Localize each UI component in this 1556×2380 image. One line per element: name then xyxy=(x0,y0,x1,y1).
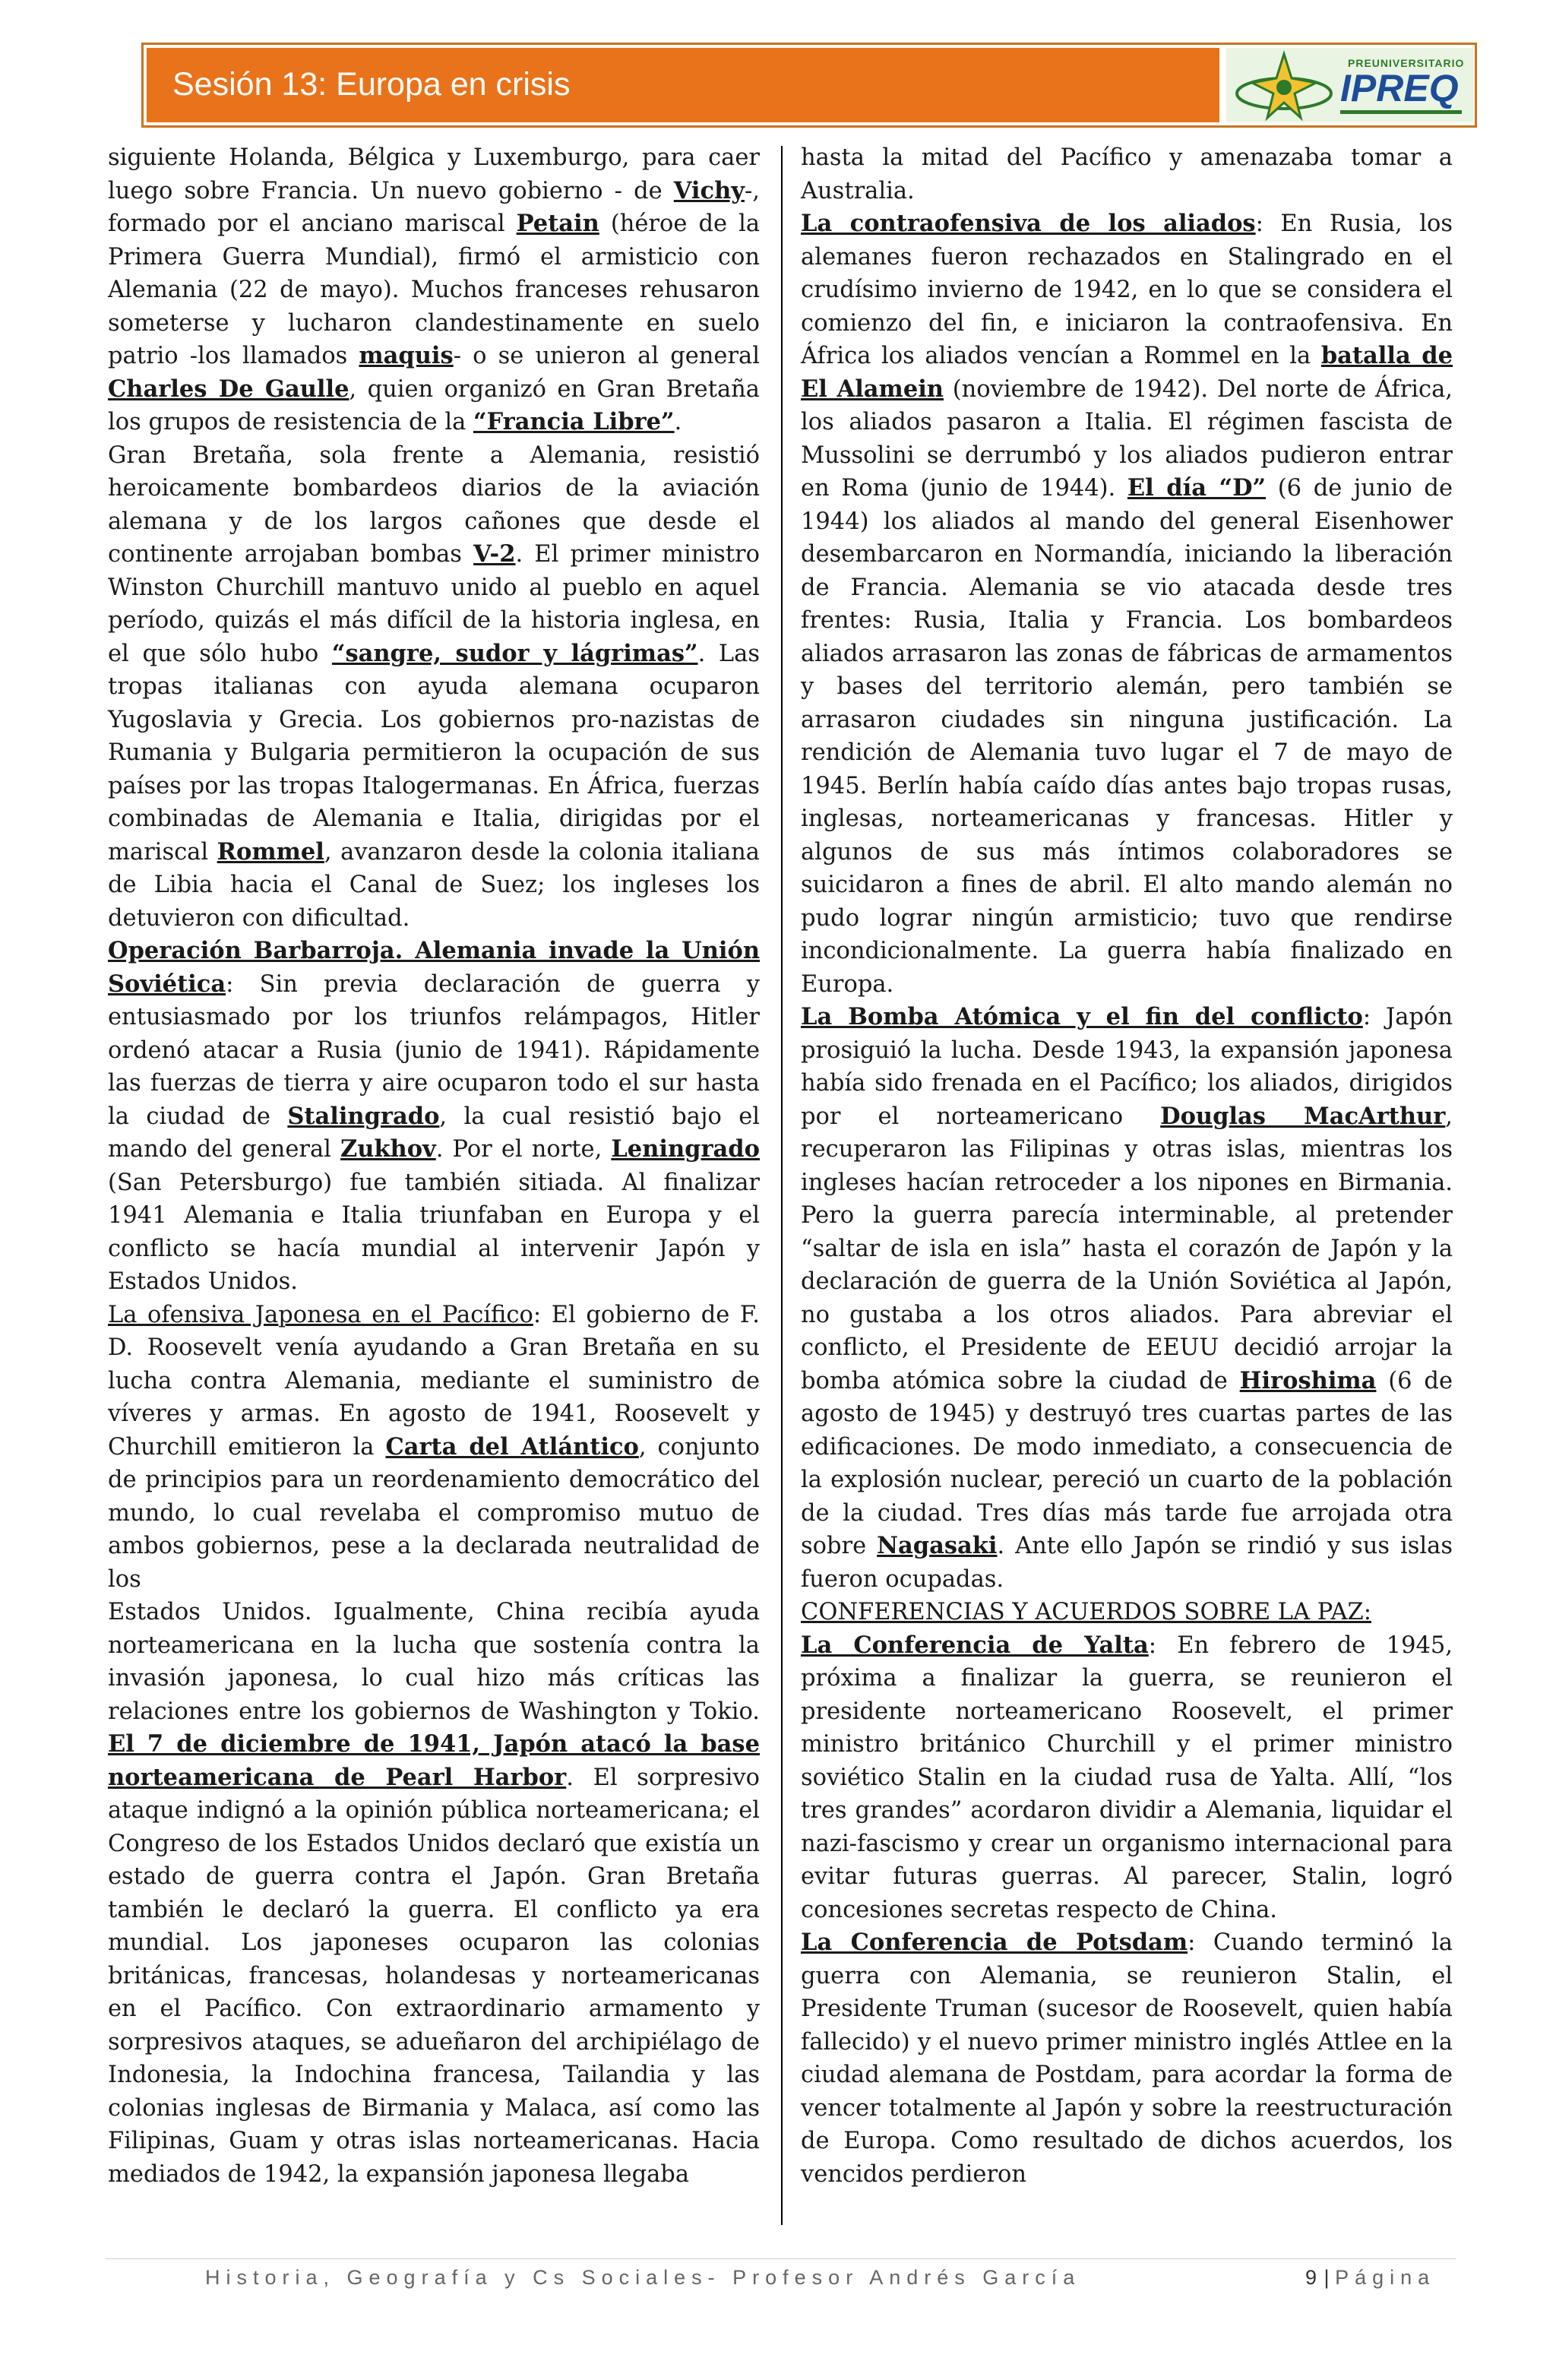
text-run: - o se unieron al general xyxy=(453,343,760,369)
logo-wordmark: IPREQ xyxy=(1340,67,1459,109)
page-title: Sesión 13: Europa en crisis xyxy=(172,66,571,103)
logo-underline xyxy=(1340,110,1462,114)
paragraph xyxy=(108,141,760,439)
emphasized-term: maquis xyxy=(359,342,454,369)
text-run: : Cuando terminó la guerra con Alemania, se reunieron Stalin, el Presidente Truman (sucesor de Roosevelt, quien había fallecido) y el nuevo primer ministro inglés Attlee en la ciudad alemana de Postdam, para acordar la forma de vencer totalmente al Japón y sobre la reestructuración de Europa. Como resultado de dichos acuerdos, los vencidos perdieron xyxy=(801,1929,1453,2188)
emphasized-term: La Conferencia de Potsdam xyxy=(801,1929,1188,1956)
emphasized-term: “Francia Libre” xyxy=(473,408,675,435)
text-run: : En febrero de 1945, próxima a finalizar la guerra, se reunieron el presidente norteamericano Roosevelt, el primer ministro británico Churchill y el primer ministro soviético Stalin en la ciudad rusa de Yalta. Allí, “los tres grandes” acordaron dividir a Alemania, liquidar el nazi-fascismo y crear un organismo internacional para evitar futuras guerras. Al parecer, Stalin, logró concesiones secretas respecto de China. xyxy=(801,1632,1453,1923)
emphasized-term: La Conferencia de Yalta xyxy=(801,1631,1149,1659)
text-run: . El sorpresivo ataque indignó a la opinión pública norteamericana; el Congreso de los Estados Unidos declaró que existía un estado de guerra contra el Japón. Gran Bretaña también le declaró la guerra. El conflicto ya era mundial. Los japoneses ocuparon las colonias británicas, francesas, holandesas y norteamericanas en el Pacífico. Con extraordinario armamento y sorpresivos ataques, se adueñaron del archipiélago de Indonesia, la Indochina francesa, Tailandia y las colonias inglesas de Birmania y Malaca, así como las Filipinas, Guam y otras islas norteamericanas. Hacia mediados de 1942, la expansión japonesa llegaba xyxy=(108,1764,760,2188)
emphasized-term: La contraofensiva de los aliados xyxy=(801,210,1256,237)
logo-subtitle: PREUNIVERSITARIO xyxy=(1348,57,1465,69)
text-run: . Por el norte, xyxy=(435,1136,612,1163)
emphasized-term: batalla de El Alamein xyxy=(801,342,1453,403)
paragraph xyxy=(108,439,760,935)
text-run: . El primer ministro Winston Churchill mantuvo unido al pueblo en aquel período, quizás el más difícil de la historia inglesa, en el que sólo hubo xyxy=(108,541,760,667)
emphasized-term: El 7 de diciembre de 1941, Japón atacó la base norteamericana de Pearl Harbor xyxy=(108,1730,760,1791)
paragraph xyxy=(108,935,760,1299)
paragraph xyxy=(801,141,1453,207)
text-run: , recuperaron las Filipinas y otras islas, mientras los ingleses hacían retroceder a los nipones en Birmania. Pero la guerra parecía interminable, al pretender “saltar de isla en isla” hasta el corazón de Japón y la declaración de guerra de la Unión Soviética al Japón, no gustaba a los otros aliados. Para abreviar el conflicto, el Presidente de EEUU decidió arrojar la bomba atómica sobre la ciudad de xyxy=(801,1103,1453,1394)
text-run: . xyxy=(674,409,682,435)
emphasized-term: Rommel xyxy=(217,837,324,866)
paragraph xyxy=(801,207,1453,1001)
footer-course: Historia, Geografía y Cs Sociales- Profesor Andrés García xyxy=(205,2266,1081,2289)
paragraph xyxy=(801,1001,1453,1596)
right-column xyxy=(801,141,1453,2191)
text-run: , la cual resistió bajo el mando del general xyxy=(108,1103,760,1163)
page-separator: | xyxy=(1324,2266,1330,2289)
emphasized-term: Vichy xyxy=(673,176,745,204)
text-run: (héroe de la Primera Guerra Mundial), firmó el armisticio con Alemania (22 de mayo). Muchos franceses rehusaron someterse y lucharon clandestinamente en suelo patrio -los llamados xyxy=(108,210,761,369)
left-column xyxy=(108,141,760,2191)
ipreq-logo xyxy=(1226,48,1474,122)
emphasized-term: Nagasaki xyxy=(877,1532,998,1559)
text-run: (noviembre de 1942). Del norte de África, los aliados pasaron a Italia. El régimen fascista de Mussolini se derrumbó y los aliados pudieron entrar en Roma (junio de 1944). xyxy=(801,375,1453,502)
emphasized-term: Carta del Atlántico xyxy=(385,1432,639,1461)
emphasized-term: Douglas MacArthur xyxy=(1160,1102,1446,1130)
text-run: , avanzaron desde la colonia italiana de Libia hacia el Canal de Suez; los ingleses los detuvieron con dificultad. xyxy=(108,838,760,932)
star-emblem-icon xyxy=(1231,48,1337,122)
text-run: : Sin previa declaración de guerra y entusiasmado por los triunfos relámpagos, Hitler ordenó atacar a Rusia (junio de 1941). Rápidamente las fuerzas de tierra y aire ocuparon todo el sur hasta la ciudad de xyxy=(108,970,760,1130)
emphasized-term: Stalingrado xyxy=(287,1102,440,1130)
text-run: : En Rusia, los alemanes fueron rechazados en Stalingrado en el crudísimo invierno de 1942, en lo que se considera el comienzo del fin, e iniciaron la contraofensiva. En África los aliados vencían a Rommel en la xyxy=(801,210,1453,369)
emphasized-term: Leningrado xyxy=(611,1135,760,1163)
emphasized-term: Zukhov xyxy=(340,1135,436,1163)
text-run: -, formado por el anciano mariscal xyxy=(108,177,760,237)
emphasized-term: La Bomba Atómica y el fin del conflicto xyxy=(801,1003,1363,1030)
emphasized-term: Operación Barbarroja. Alemania invade la Unión Soviética xyxy=(108,937,760,998)
text-run: hasta la mitad del Pacífico y amenazaba tomar a Australia. xyxy=(801,144,1453,204)
emphasized-term: La ofensiva Japonesa en el Pacífico xyxy=(108,1301,533,1328)
text-run: , conjunto de principios para un reordenamiento democrático del mundo, lo cual revelaba el compromiso mutuo de ambos gobiernos, pese a la declarada neutralidad de los xyxy=(108,1433,761,1593)
footer-page-number xyxy=(1305,2266,1435,2290)
page-label: Página xyxy=(1335,2266,1436,2289)
paragraph xyxy=(108,1299,760,1597)
text-run: : Japón prosiguió la lucha. Desde 1943, la expansión japonesa había sido frenada en el Pacífico; los aliados, dirigidos por el norteamericano xyxy=(801,1004,1453,1130)
paragraph xyxy=(801,1926,1453,2191)
emphasized-term: “sangre, sudor y lágrimas” xyxy=(331,639,698,667)
text-run: . Ante ello Japón se rindió y sus islas fueron ocupadas. xyxy=(801,1533,1453,1593)
page-number: 9 xyxy=(1305,2266,1319,2289)
paragraph xyxy=(801,1596,1453,1629)
header-band xyxy=(147,48,1219,122)
footer-divider xyxy=(105,2258,1456,2259)
paragraph xyxy=(108,1596,760,2191)
text-run: Estados Unidos. Igualmente, China recibía ayuda norteamericana en la lucha que sostenía contra la invasión japonesa, lo cual hizo más críticas las relaciones entre los gobiernos de Washington y Tokio. xyxy=(108,1599,760,1725)
text-run: (San Petersburgo) fue también sitiada. Al finalizar 1941 Alemania e Italia triunfaban en Europa y el conflicto se hacía mundial al intervenir Japón y Estados Unidos. xyxy=(108,1169,760,1295)
text-run: siguiente Holanda, Bélgica y Luxemburgo, para caer luego sobre Francia. Un nuevo gobierno - de xyxy=(108,144,760,204)
emphasized-term: Petain xyxy=(516,210,599,237)
paragraph xyxy=(801,1629,1453,1927)
page-header xyxy=(141,43,1477,128)
emphasized-term: Hiroshima xyxy=(1239,1366,1377,1394)
emphasized-term: CONFERENCIAS Y ACUERDOS SOBRE LA PAZ: xyxy=(801,1599,1371,1625)
emphasized-term: Charles De Gaulle xyxy=(108,375,349,403)
text-run: (6 de agosto de 1945) y destruyó tres cuartas partes de las edificaciones. De modo inmediato, a consecuencia de la explosión nuclear, pereció un cuarto de la población de la ciudad. Tres días más tarde fue arrojada otra sobre xyxy=(801,1367,1453,1559)
column-divider xyxy=(781,146,783,2225)
emphasized-term: El día “D” xyxy=(1127,474,1267,502)
text-run: : El gobierno de F. D. Roosevelt venía ayudando a Gran Bretaña en su lucha contra Alemania, mediante el suministro de víveres y armas. En agosto de 1941, Roosevelt y Churchill emitieron la xyxy=(108,1301,760,1461)
text-run: Gran Bretaña, sola frente a Alemania, resistió heroicamente bombardeos diarios de la aviación alemana y de los largos cañones que desde el continente arrojaban bombas xyxy=(108,442,760,568)
text-run: (6 de junio de 1944) los aliados al mando del general Eisenhower desembarcaron en Normandía, iniciando la liberación de Francia. Alemania se vio atacada desde tres frentes: Rusia, Italia y Francia. Los bombardeos aliados arrasaron las zonas de fábricas de armamentos y bases del territorio alemán, pero también se arrasaron ciudades sin ninguna justificación. La rendición de Alemania tuvo lugar el 7 de mayo de 1945. Berlín había caído días antes bajo tropas rusas, inglesas, norteamericanas y francesas. Hitler y algunos de sus más íntimos colaboradores se suicidaron a fines de abril. El alto mando alemán no pudo lograr ningún armisticio; tuvo que rendirse incondicionalmente. La guerra había finalizado en Europa. xyxy=(801,475,1453,998)
text-run: , quien organizó en Gran Bretaña los grupos de resistencia de la xyxy=(108,375,760,435)
emphasized-term: V-2 xyxy=(473,540,516,568)
text-run: . Las tropas italianas con ayuda alemana ocuparon Yugoslavia y Grecia. Los gobiernos pro-nazistas de Rumania y Bulgaria permitieron la ocupación de sus países por las tropas Italogermanas. En África, fuerzas combinadas de Alemania e Italia, dirigidas por el mariscal xyxy=(108,640,760,866)
